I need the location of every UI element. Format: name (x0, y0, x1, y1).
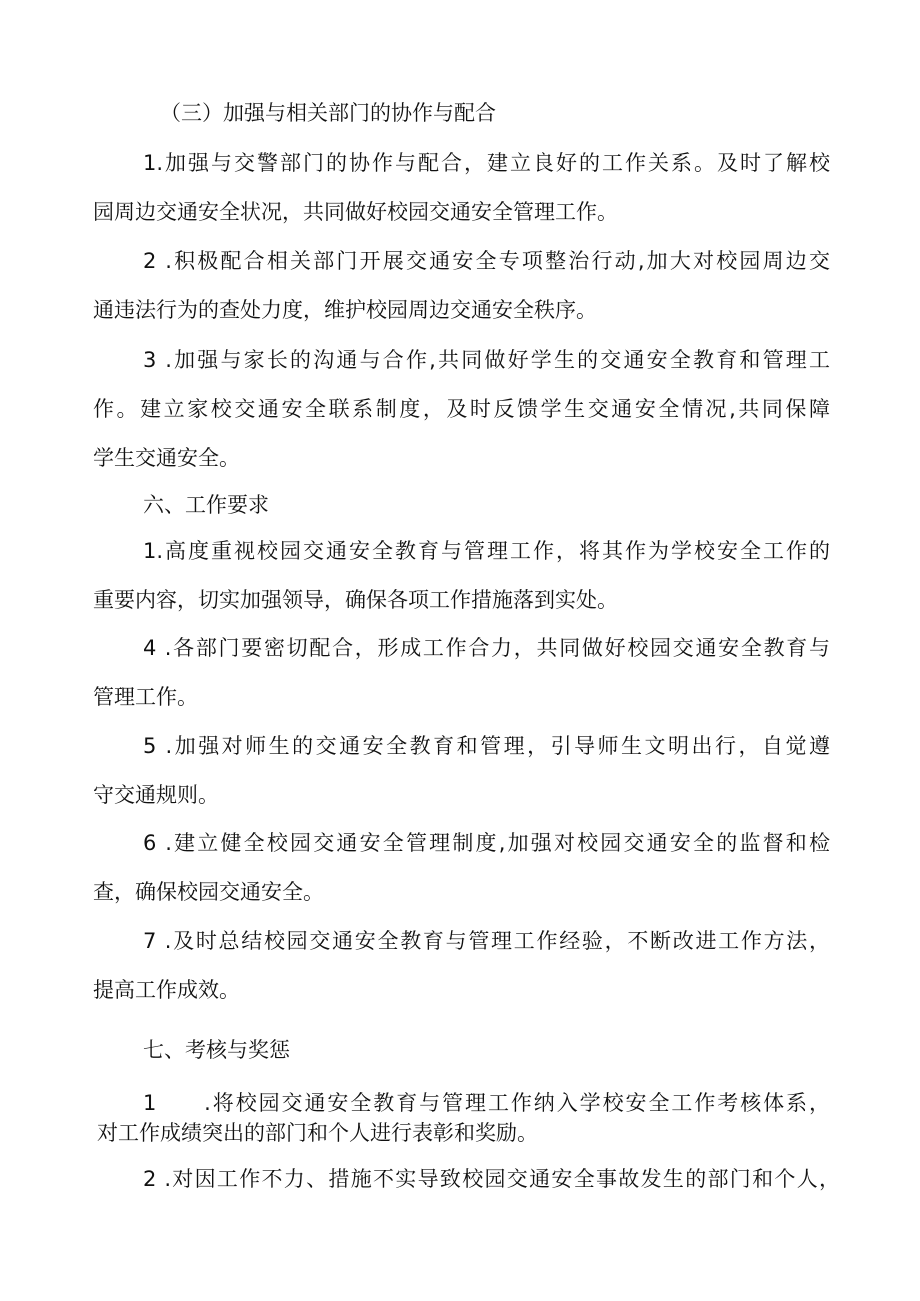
paragraph-line: 学生交通安全。 (93, 446, 240, 470)
paragraph-line: 提高工作成效。 (93, 978, 240, 1002)
paragraph-line: 1.高度重视校园交通安全教育与管理工作，将其作为学校安全工作的 (143, 539, 830, 563)
section-heading: 七、考核与奖惩 (143, 1038, 290, 1062)
paragraph-line: 5 .加强对师生的交通安全教育和管理，引导师生文明出行，自觉遵 (143, 734, 830, 758)
section-heading: 六、工作要求 (143, 493, 269, 517)
paragraph-line: 查，确保校园交通安全。 (93, 880, 324, 904)
subsection-title: （三）加强与相关部门的协作与配合 (160, 101, 496, 125)
paragraph-line: 园周边交通安全状况，共同做好校园交通安全管理工作。 (93, 200, 618, 224)
paragraph-line: 1.加强与交警部门的协作与配合，建立良好的工作关系。及时了解校 (143, 151, 830, 175)
paragraph-line: 2 .对因工作不力、措施不实导致校园交通安全事故发生的部门和个人， (143, 1167, 840, 1191)
paragraph-line: 3 .加强与家长的沟通与合作,共同做好学生的交通安全教育和管理工 (143, 348, 830, 372)
paragraph-line: 6 .建立健全校园交通安全管理制度,加强对校园交通安全的监督和检 (143, 831, 830, 855)
paragraph-line: 通违法行为的查处力度，维护校园周边交通安全秩序。 (93, 298, 597, 322)
paragraph-line: 守交通规则。 (93, 783, 219, 807)
paragraph-line: 管理工作。 (93, 685, 198, 709)
paragraph-line: 7 .及时总结校园交通安全教育与管理工作经验，不断改进工作方法， (143, 929, 830, 953)
paragraph-line: 2 .积极配合相关部门开展交通安全专项整治行动,加大对校园周边交 (143, 249, 830, 273)
paragraph-line: 重要内容，切实加强领导，确保各项工作措施落到实处。 (93, 588, 618, 612)
paragraph-line: 4 .各部门要密切配合，形成工作合力，共同做好校园交通安全教育与 (143, 636, 830, 660)
paragraph-line: 对工作成绩突出的部门和个人进行表彰和奖励。 (97, 1121, 538, 1145)
paragraph-line: 作。建立家校交通安全联系制度，及时反馈学生交通安全情况,共同保障 (93, 397, 830, 421)
paragraph-line: 1 .将校园交通安全教育与管理工作纳入学校安全工作考核体系， (143, 1091, 830, 1115)
